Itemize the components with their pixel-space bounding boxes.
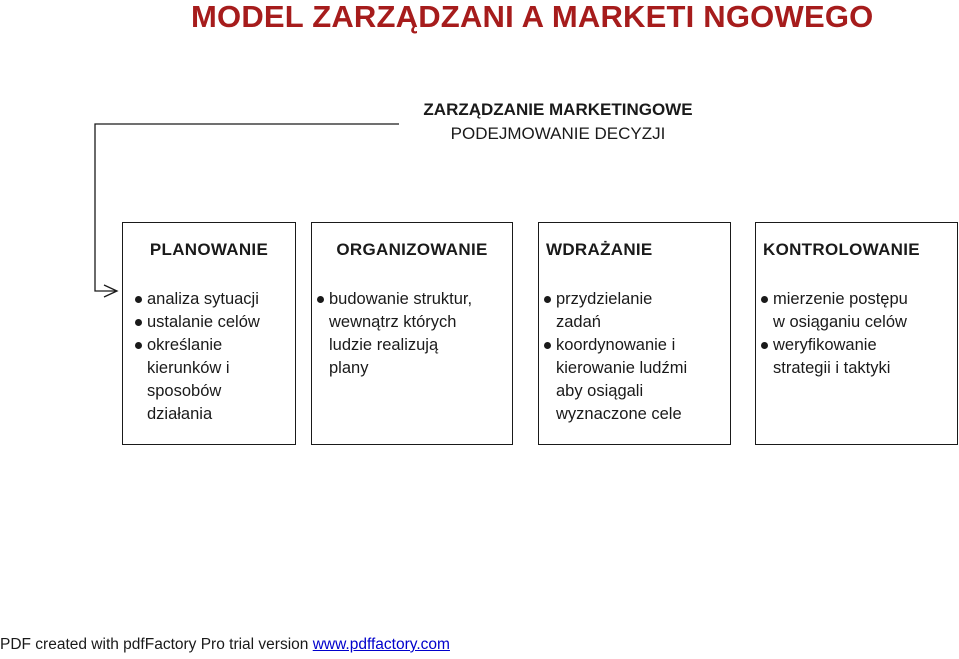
list-item: określanie [147, 334, 260, 357]
list-item: weryfikowanie [773, 334, 908, 357]
list-item: analiza sytuacji [147, 288, 260, 311]
box-list-organizowanie [329, 288, 472, 380]
central-heading-line1: ZARZĄDZANIE MARKETINGOWE [423, 100, 693, 119]
list-item: ustalanie celów [147, 311, 260, 334]
box-title-planowanie: PLANOWANIE [149, 240, 269, 259]
box-list-kontrolowanie [773, 288, 908, 380]
list-item-continuation: działania [147, 405, 213, 423]
list-item-continuation: plany [329, 359, 369, 377]
list-item-continuation: kierowanie ludźmi [556, 359, 688, 377]
list-item-continuation: ludzie realizują [329, 336, 439, 354]
list-item-continuation: zadań [556, 313, 601, 331]
list-item: koordynowanie i [556, 334, 687, 357]
box-planowanie [122, 222, 296, 445]
list-item-continuation: kierunków i [147, 359, 230, 377]
list-item-continuation: wewnątrz których [329, 313, 457, 331]
footer-text: PDF created with pdfFactory Pro trial version [0, 636, 313, 653]
list-item-continuation: sposobów [147, 382, 222, 400]
footer-link[interactable]: www.pdffactory.com [312, 636, 450, 653]
list-item-continuation: aby osiągali [556, 382, 644, 400]
list-item-continuation: strategii i taktyki [773, 359, 891, 377]
box-title-kontrolowanie: KONTROLOWANIE [763, 240, 920, 259]
list-item: budowanie struktur, [329, 288, 472, 311]
list-item: przydzielanie [556, 288, 687, 311]
list-item-continuation: w osiąganiu celów [773, 313, 907, 331]
diagram-title: MODEL ZARZĄDZANI A MARKETI NGOWEGO [191, 0, 874, 34]
box-list-planowanie [147, 288, 260, 426]
box-kontrolowanie [755, 222, 958, 445]
box-organizowanie [311, 222, 513, 445]
box-wdrazanie [538, 222, 731, 445]
list-item: mierzenie postępu [773, 288, 908, 311]
pdf-watermark-footer [0, 636, 450, 654]
box-title-organizowanie: ORGANIZOWANIE [336, 240, 488, 259]
box-list-wdrazanie [556, 288, 687, 426]
box-title-wdrazanie: WDRAŻANIE [546, 240, 653, 259]
central-heading-line2: PODEJMOWANIE DECYZJI [450, 124, 666, 143]
list-item-continuation: wyznaczone cele [556, 405, 682, 423]
